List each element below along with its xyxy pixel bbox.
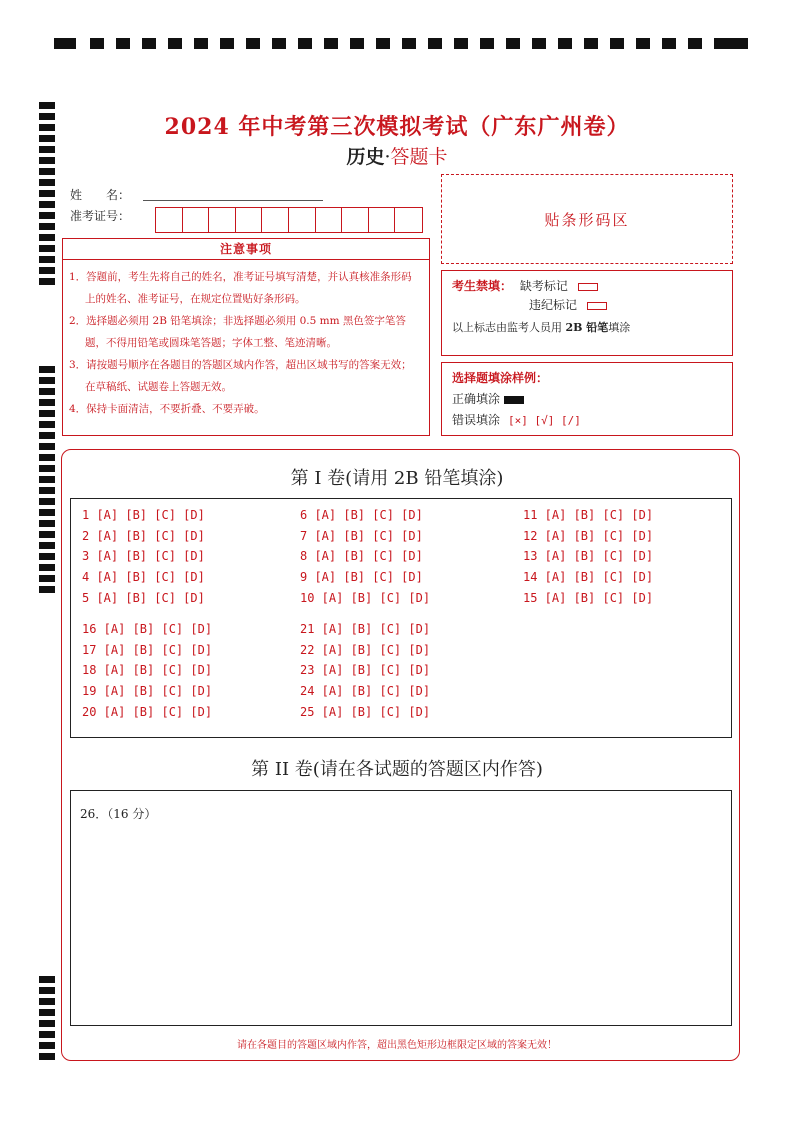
choice-row[interactable]: 8 [A] [B] [C] [D]	[300, 549, 423, 563]
timing-mark	[54, 38, 76, 49]
timing-mark	[428, 38, 442, 49]
timing-mark	[116, 38, 130, 49]
exam-id-digit-box[interactable]	[289, 208, 316, 232]
timing-mark	[584, 38, 598, 49]
card-name: 答题卡	[390, 146, 448, 168]
choice-row[interactable]: 14 [A] [B] [C] [D]	[523, 570, 654, 584]
choice-row[interactable]: 6 [A] [B] [C] [D]	[300, 508, 423, 522]
timing-mark	[39, 366, 55, 373]
timing-mark	[39, 388, 55, 395]
timing-mark	[39, 1009, 55, 1016]
timing-mark	[39, 586, 55, 593]
forbid-label: 考生禁填：	[452, 279, 513, 293]
choice-row[interactable]: 17 [A] [B] [C] [D]	[82, 643, 213, 657]
exam-id-digit-box[interactable]	[209, 208, 236, 232]
timing-mark	[39, 564, 55, 571]
timing-mark	[220, 38, 234, 49]
timing-mark	[480, 38, 494, 49]
exam-id-digit-box[interactable]	[395, 208, 422, 232]
timing-mark	[39, 168, 55, 175]
timing-mark	[39, 432, 55, 439]
timing-mark	[39, 377, 55, 384]
choice-row[interactable]: 22 [A] [B] [C] [D]	[300, 643, 431, 657]
timing-mark	[39, 443, 55, 450]
timing-mark	[39, 1020, 55, 1027]
forbid-note-suffix: 填涂	[608, 321, 631, 334]
timing-mark	[246, 38, 260, 49]
timing-mark	[142, 38, 156, 49]
choice-row[interactable]: 10 [A] [B] [C] [D]	[300, 591, 431, 605]
timing-mark	[39, 1053, 55, 1060]
exam-id-digit-box[interactable]	[156, 208, 183, 232]
timing-mark	[39, 553, 55, 560]
notice-item: 2．选择题必须用 2B 铅笔填涂；非选择题必须用 0.5 mm 黑色签字笔答题，不得用铅笔或圆珠笔答题；字体工整、笔迹清晰。	[69, 315, 406, 349]
correct-fill-label: 正确填涂	[452, 392, 501, 406]
timing-mark	[39, 542, 55, 549]
choice-row[interactable]: 21 [A] [B] [C] [D]	[300, 622, 431, 636]
wrong-fill-label: 错误填涂	[452, 413, 501, 427]
timing-mark	[39, 498, 55, 505]
question-26-label: 26．（16 分）	[80, 807, 157, 821]
exam-id-boxes[interactable]	[155, 207, 423, 233]
exam-id-digit-box[interactable]	[369, 208, 396, 232]
forbid-note-prefix: 以上标志由监考人员用	[452, 321, 566, 334]
name-label: 姓 名：	[70, 188, 131, 202]
timing-mark	[39, 267, 55, 274]
timing-mark	[688, 38, 702, 49]
timing-mark	[39, 278, 55, 285]
timing-mark	[272, 38, 286, 49]
choice-row[interactable]: 18 [A] [B] [C] [D]	[82, 663, 213, 677]
timing-mark	[39, 575, 55, 582]
choice-row[interactable]: 12 [A] [B] [C] [D]	[523, 529, 654, 543]
timing-mark	[39, 245, 55, 252]
timing-mark	[39, 976, 55, 983]
timing-mark	[39, 421, 55, 428]
choice-row[interactable]: 16 [A] [B] [C] [D]	[82, 622, 213, 636]
timing-mark	[39, 256, 55, 263]
timing-mark	[39, 212, 55, 219]
choice-row[interactable]: 13 [A] [B] [C] [D]	[523, 549, 654, 563]
correct-fill-example	[504, 396, 524, 404]
timing-mark	[350, 38, 364, 49]
timing-mark	[39, 454, 55, 461]
timing-mark	[636, 38, 650, 49]
timing-mark	[39, 410, 55, 417]
notice-item: 4．保持卡面清洁，不要折叠、不要弄破。	[69, 403, 265, 415]
timing-mark	[39, 201, 55, 208]
notice-heading: 注意事项	[62, 238, 430, 260]
timing-mark	[298, 38, 312, 49]
choice-row[interactable]: 25 [A] [B] [C] [D]	[300, 705, 431, 719]
timing-mark	[376, 38, 390, 49]
notice-item: 1．答题前，考生先将自己的姓名，准考证号填写清楚，并认真核准条形码上的姓名、准考证号，在规定位置贴好条形码。	[69, 271, 412, 305]
choice-row[interactable]: 15 [A] [B] [C] [D]	[523, 591, 654, 605]
timing-mark	[39, 531, 55, 538]
choice-row[interactable]: 11 [A] [B] [C] [D]	[523, 508, 654, 522]
exam-id-digit-box[interactable]	[183, 208, 210, 232]
timing-mark	[39, 998, 55, 1005]
timing-mark	[506, 38, 520, 49]
choice-row[interactable]: 4 [A] [B] [C] [D]	[82, 570, 205, 584]
name-field[interactable]	[143, 200, 323, 201]
barcode-label: 贴条形码区	[544, 210, 630, 229]
top-timing-marks	[54, 38, 748, 52]
timing-mark	[168, 38, 182, 49]
exam-id-digit-box[interactable]	[342, 208, 369, 232]
barcode-area	[441, 174, 733, 264]
part1-title: 第 I 卷(请用 2B 铅笔填涂)	[290, 468, 504, 489]
choice-row[interactable]: 1 [A] [B] [C] [D]	[82, 508, 205, 522]
choice-row[interactable]: 2 [A] [B] [C] [D]	[82, 529, 205, 543]
timing-mark	[39, 190, 55, 197]
timing-mark	[39, 234, 55, 241]
choice-row[interactable]: 3 [A] [B] [C] [D]	[82, 549, 205, 563]
absent-label: 缺考标记	[519, 279, 568, 293]
timing-mark	[454, 38, 468, 49]
exam-id-digit-box[interactable]	[262, 208, 289, 232]
timing-mark	[402, 38, 416, 49]
timing-mark	[558, 38, 572, 49]
timing-mark	[724, 38, 748, 49]
timing-mark	[662, 38, 676, 49]
choice-row[interactable]: 20 [A] [B] [C] [D]	[82, 705, 213, 719]
timing-mark	[194, 38, 208, 49]
choice-row[interactable]: 19 [A] [B] [C] [D]	[82, 684, 213, 698]
subject-name: 历史	[346, 146, 385, 168]
wrong-fill-examples: [×] [√] [/]	[508, 414, 581, 427]
timing-mark	[324, 38, 338, 49]
forbid-note	[452, 319, 722, 335]
exam-id-digit-box[interactable]	[236, 208, 263, 232]
timing-mark	[39, 179, 55, 186]
timing-mark	[610, 38, 624, 49]
forbid-note-bold: 2B 铅笔	[565, 321, 609, 334]
notice-box	[62, 259, 430, 436]
choice-row[interactable]: 7 [A] [B] [C] [D]	[300, 529, 423, 543]
subtitle-separator: ·	[384, 146, 391, 168]
proctor-only-box	[441, 270, 733, 356]
exam-id-label: 准考证号：	[70, 209, 131, 223]
violation-label: 违纪标记	[529, 298, 578, 312]
exam-id-digit-box[interactable]	[316, 208, 343, 232]
card-subtitle	[0, 142, 794, 169]
absent-mark-box[interactable]	[578, 283, 598, 291]
choice-row[interactable]: 24 [A] [B] [C] [D]	[300, 684, 431, 698]
timing-mark	[39, 399, 55, 406]
notice-item: 3．请按题号顺序在各题目的答题区域内作答，超出区域书写的答案无效；在草稿纸、试题卷上答题无效。	[69, 359, 412, 393]
timing-mark	[39, 987, 55, 994]
choice-row[interactable]: 5 [A] [B] [C] [D]	[82, 591, 205, 605]
timing-mark	[39, 102, 55, 109]
timing-mark	[39, 509, 55, 516]
timing-mark	[532, 38, 546, 49]
choice-row[interactable]: 9 [A] [B] [C] [D]	[300, 570, 423, 584]
exam-title: 2024 年中考第三次模拟考试（广东广州卷）	[164, 114, 630, 140]
sample-label: 选择题填涂样例：	[452, 371, 549, 385]
violation-mark-box[interactable]	[587, 302, 607, 310]
timing-mark	[39, 223, 55, 230]
answer-area-26[interactable]	[70, 790, 732, 1026]
timing-mark	[90, 38, 104, 49]
part2-title: 第 II 卷(请在各试题的答题区内作答)	[251, 759, 543, 780]
fill-sample-box	[441, 362, 733, 436]
choice-row[interactable]: 23 [A] [B] [C] [D]	[300, 663, 431, 677]
footer-warning: 请在各题目的答题区域内作答，超出黑色矩形边框限定区域的答案无效！	[237, 1040, 557, 1051]
timing-mark	[39, 520, 55, 527]
